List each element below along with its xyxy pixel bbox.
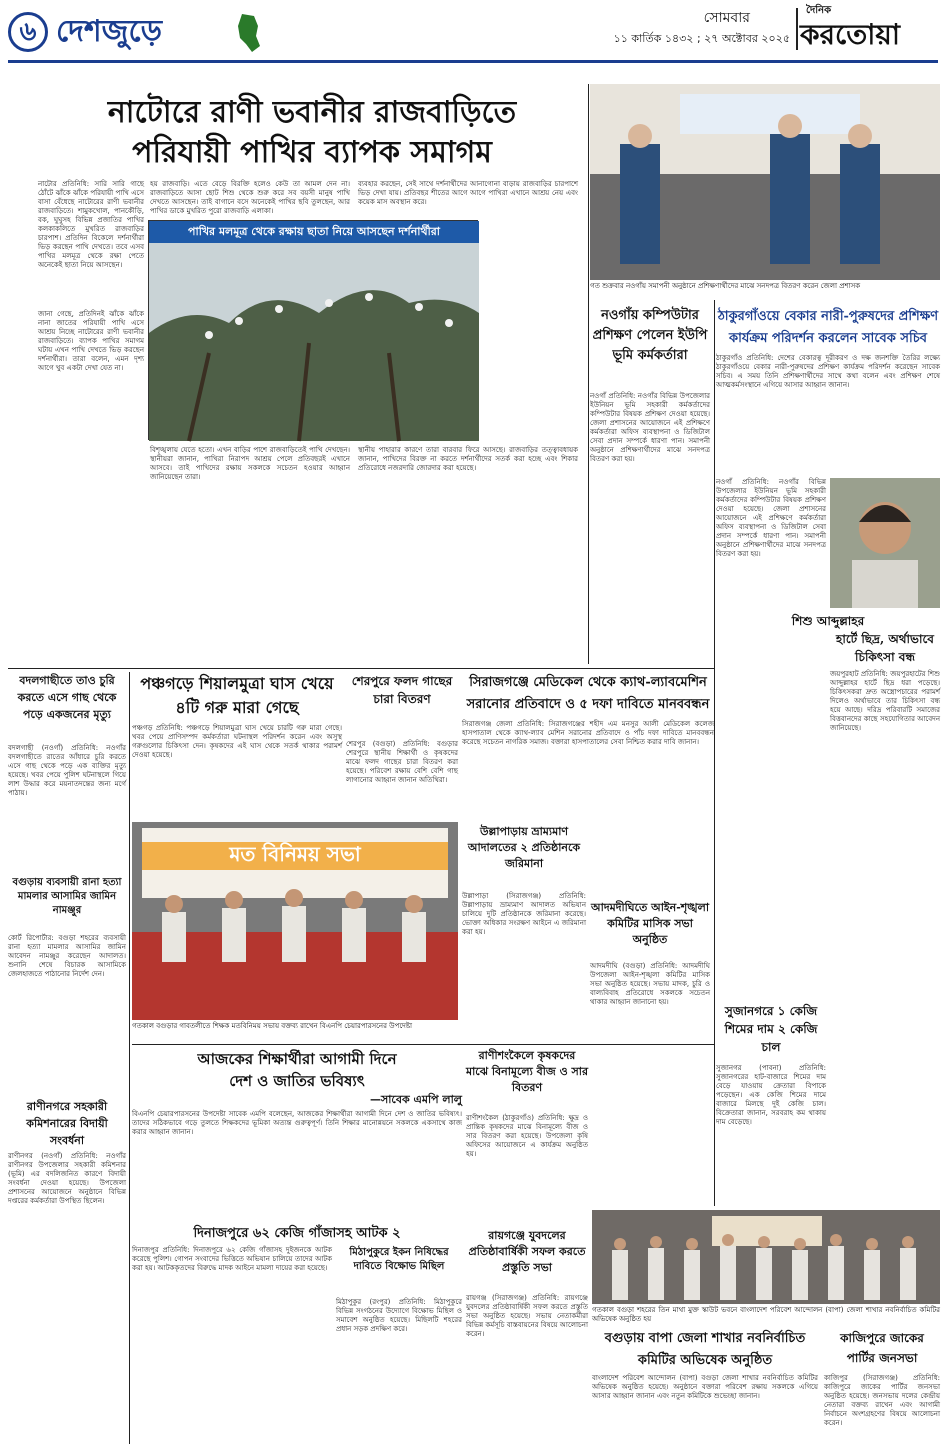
mithapukur-body: মিঠাপুকুর (রংপুর) প্রতিনিধি: মিঠাপুকুরে বিভিন্ন সংগঠনের উদ্যোগে বিক্ষোভ মিছিল ও সমাবেশ অনুষ্ঠিত হয়েছে। মিছিলটি শহরের প্রধান সড়ক প্রদক্ষিণ করে। — [336, 1298, 462, 1333]
lead-body-col-6: স্থানীয় পাহারার কারণে তারা বারবার ফিরে আসছে। রাজবাড়ির তত্ত্বাবধায়ক জানান, পাখিদের বিরক্ত না করতে দর্শনার্থীদের সতর্ক করা হচ্ছে এবং শিকার প্রতিরোধে নজরদারি জোরদার করা হয়েছে। — [358, 446, 578, 472]
thakurgaon-body-cont: নওগাঁ প্রতিনিধি: নওগাঁর বিভিন্ন উপজেলার ইউনিয়ন ভূমি সহকারী কর্মকর্তাদের কম্পিউটার বিষয়ক প্রশিক্ষণ দেওয়া হয়েছে। জেলা প্রশাসনের আয়োজনে এই প্রশিক্ষণে কর্মকর্তারা অফিস ব্যবস্থাপনা ও ডিজিটাল সেবা প্রদান সম্পর্কে ধারণা পান। সমাপনী অনুষ্ঠানে প্রশিক্ষণার্থীদের মাঝে সনদপত্র বিতরণ করা হয়। — [716, 478, 826, 558]
bapa-caption: গতকাল বগুড়া শহরের তিন মাথা মুক্ত স্কাউট ভবনে বাংলাদেশ পরিবেশ আন্দোলন (বাপা) জেলা শাখার নবনির্বাচিত কমিটির অভিষেক অনুষ্ঠিত হয় — [592, 1306, 940, 1323]
mithapukur-headline: মিঠাপুকুরে ইকন নিষিদ্ধের দাবিতে বিক্ষোভ মিছিল — [349, 1247, 449, 1272]
bangladesh-map-icon — [234, 12, 264, 54]
col-rule-3 — [714, 300, 715, 1206]
ullapara-headline: উল্লাপাড়ায় ভ্রাম্যমাণ আদালতের ২ প্রতিষ্ঠানকে জরিমানা — [467, 825, 581, 870]
badalgachhi-body: বদলগাছী (নওগাঁ) প্রতিনিধি: নওগাঁর বদলগাছীতে রাতের আঁধারে চুরি করতে এসে গাছ থেকে পড়ে এক ব্যক্তির মৃত্যু হয়েছে। খবর পেয়ে পুলিশ ঘটনাস্থলে গিয়ে লাশ উদ্ধার করে ময়নাতদন্তের জন্য মর্গে পাঠায়। — [8, 744, 126, 797]
bapa-headline-2: কমিটির অভিষেক অনুষ্ঠিত — [637, 1353, 773, 1368]
lead-headline-2: পরিযায়ী পাখির ব্যাপক সমাগম — [132, 135, 492, 170]
panchagarh-headline-2: ৪টি গরু মারা গেছে — [175, 698, 299, 717]
raiganj-headline: রায়গঞ্জে যুবদলের প্রতিষ্ঠাবার্ষিকী সফল করতে প্রস্তুতি সভা — [468, 1229, 586, 1274]
bapa-headline-1: বগুড়ায় বাপা জেলা শাখার নবনির্বাচিত — [604, 1331, 806, 1346]
paper-name: করতোয়া — [800, 18, 900, 51]
col-rule-2 — [588, 84, 589, 664]
dinajpur-body: দিনাজপুর প্রতিনিধি: দিনাজপুরে ৬২ কেজি গাঁজাসহ দুইজনকে আটক করেছে পুলিশ। গোপন সংবাদের ভিত্তিতে অভিযান চালিয়ে তাদের আটক করা হয়। আটককৃতদের বিরুদ্ধে মাদক আইনে মামলা দায়ের করা হয়েছে। — [132, 1246, 332, 1272]
bogura-headline: বগুড়ায় ব্যবসায়ী রানা হত্যা মামলার আসামির জামিন নামঞ্জুর — [12, 877, 122, 916]
training-photo-caption: গত শুক্রবার নওগাঁয় সমাপনী অনুষ্ঠানে প্রশিক্ষণার্থীদের মাঝে সনদপত্র বিতরণ করেন জেলা প্রশাসক — [590, 282, 861, 290]
sujanagar-headline: সুজানগরে ১ কেজি শিমের দাম ২ কেজি চাল — [724, 1004, 818, 1054]
adamdighi-body: আদমদীঘি (বগুড়া) প্রতিনিধি: আদমদীঘি উপজেলা আইন-শৃঙ্খলা কমিটির মাসিক সভা অনুষ্ঠিত হয়েছে। সভায় মাদক, চুরি ও বাল্যবিবাহ প্রতিরোধে সকলকে সচেতন থাকার আহ্বান জানানো হয়। — [590, 962, 710, 1006]
lead-photo-frame — [148, 220, 478, 440]
bapa-body: বাংলাদেশ পরিবেশ আন্দোলন (বাপা) বগুড়া জেলা শাখার নবনির্বাচিত কমিটির অভিষেক অনুষ্ঠিত হয়েছে। অনুষ্ঠানে বক্তারা পরিবেশ রক্ষায় সকলকে এগিয়ে আসার আহ্বান জানান এবং নতুন কমিটিকে শুভেচ্ছা জানান। — [592, 1374, 818, 1400]
panchagarh-headline-1: পঞ্চগড়ে শিয়ালমুত্রা ঘাস খেয়ে — [140, 674, 334, 693]
child-headline-3: চিকিৎসা বন্ধ — [855, 650, 915, 664]
col-rule-1 — [129, 672, 130, 1444]
raiganj-body: রায়গঞ্জ (সিরাজগঞ্জ) প্রতিনিধি: রায়গঞ্জে যুবদলের প্রতিষ্ঠাবার্ষিকী সফল করতে প্রস্তুতি সভা অনুষ্ঠিত হয়েছে। সভায় নেতাকর্মীরা বিভিন্ন কর্মসূচি বাস্তবায়নের বিষয়ে আলোচনা করেন। — [466, 1294, 588, 1338]
kazipur-body: কাজিপুর (সিরাজগঞ্জ) প্রতিনিধি: কাজিপুরে জাকের পার্টির জনসভা অনুষ্ঠিত হয়েছে। জনসভায় দলের কেন্দ্রীয় নেতারা বক্তব্য রাখেন এবং আগামী নির্বাচনে অংশগ্রহণের বিষয়ে আলোচনা করেন। — [824, 1374, 940, 1427]
lead-story — [38, 84, 586, 664]
sujanagar-body: সুজানগর (পাবনা) প্রতিনিধি: সুজানগরের হাট-বাজারে শিমের দাম বেড়ে যাওয়ায় ক্রেতারা বিপাকে পড়েছেন। এক কেজি শিমের দামে বাজারে মিলছে দুই কেজি চাল। বিক্রেতারা জানান, সরবরাহ কম থাকায় দাম বেড়েছে। — [716, 1064, 826, 1126]
row2-rule — [8, 668, 714, 669]
thakurgaon-headline-1: ঠাকুরগাঁওয়ে বেকার নারী-পুরুষদের প্রশিক্ষণ — [717, 309, 939, 324]
child-body: জয়পুরহাট প্রতিনিধি: জয়পুরহাটের শিশু আব্দুল্লাহর হার্টে ছিদ্র ধরা পড়েছে। চিকিৎসকরা দ্রুত অস্ত্রোপচারের পরামর্শ দিলেও অর্থাভাবে তার চিকিৎসা বন্ধ হয়ে আছে। দরিদ্র পরিবারটি সমাজের বিত্তবানদের কাছে সহযোগিতার আবেদন জানিয়েছে। — [830, 670, 940, 732]
page-number: ৬ — [19, 17, 37, 47]
birds-in-trees-photo — [149, 243, 479, 441]
lead-body-col-2: হয় রাজবাড়ি। এতে বেড়ে বিরক্তি হলেও কেউ তা আমল দেন না। রাজবাড়িতে আসা ছোট শিশু থেকে শুরু করে সব বয়সী মানুষ পাখি দেখতে আসছেন। তাই বাগানে বসে অনেকেই পাখির ছবি তুলছেন, আর পাখির ডাকে মুখরিত পুরো রাজবাড়ি এলাকা। — [150, 180, 350, 215]
header-day: সোমবার — [703, 10, 750, 26]
bapa-photo — [592, 1210, 940, 1304]
rani-body: রাণীশংকৈল (ঠাকুরগাঁও) প্রতিনিধি: ক্ষুদ্র ও প্রান্তিক কৃষকদের মাঝে বিনামূল্যে বীজ ও সার বিতরণ করা হয়েছে। উপজেলা কৃষি অফিসের আয়োজনে এ কার্যক্রম অনুষ্ঠিত হয়। — [466, 1114, 588, 1158]
raninagar-headline: রাণীনগরে সহকারী কমিশনারের বিদায়ী সংবর্ধনা — [26, 1100, 108, 1147]
lead-body-col-4: জানা গেছে, প্রতিদিনই ঝাঁকে ঝাঁকে নানা জাতের পরিযায়ী পাখি এসে আশ্রয় নিচ্ছে নাটোরের রাণী ভবানীর রাজবাড়িতে। ব্যাপক পাখির সমাগম ঘটায় এখন পাখি দেখতে ভিড় করছেন দর্শনার্থীরা। তারা বলেন, এমন দৃশ্য আগে খুব একটা দেখা যেত না। — [38, 310, 144, 372]
students-headline-2: দেশ ও জাতির ভবিষ্যৎ — [229, 1072, 365, 1090]
students-headline-1: আজকের শিক্ষার্থীরা আগামী দিনে — [197, 1050, 397, 1068]
students-byline: —সাবেক এমপি লালু — [369, 1093, 462, 1106]
training-photo — [590, 84, 940, 280]
lead-headline-1: নাটোরে রাণী ভবানীর রাজবাড়িতে — [107, 95, 517, 130]
rani-headline: রাণীশংকৈলে কৃষকদের মাঝে বিনামূল্যে বীজ ও সার বিতরণ — [466, 1049, 589, 1094]
computer-headline: নওগাঁয় কম্পিউটার প্রশিক্ষণ পেলেন ইউপি ভূমি কর্মকর্তারা — [592, 308, 708, 363]
dinajpur-headline: দিনাজপুরে ৬২ কেজি গাঁজাসহ আটক ২ — [193, 1226, 401, 1241]
thakurgaon-body: ঠাকুরগাঁও প্রতিনিধি: দেশের বেকারত্ব দূরীকরণ ও দক্ষ জনশক্তি তৈরির লক্ষ্যে ঠাকুরগাঁওয়ে বেকার নারী-পুরুষদের প্রশিক্ষণ কার্যক্রম পরিদর্শন করেছেন সাবেক সচিব। এ সময় তিনি প্রশিক্ষণার্থীদের সাথে কথা বলেন এবং প্রশিক্ষণ শেষে আত্মকর্মসংস্থানে এগিয়ে আসার আহ্বান জানান। — [716, 354, 940, 389]
computer-body: নওগাঁ প্রতিনিধি: নওগাঁর বিভিন্ন উপজেলার ইউনিয়ন ভূমি সহকারী কর্মকর্তাদের কম্পিউটার বিষয়ক প্রশিক্ষণ দেওয়া হয়েছে। জেলা প্রশাসনের আয়োজনে এই প্রশিক্ষণে কর্মকর্তারা অফিস ব্যবস্থাপনা ও ডিজিটাল সেবা প্রদান সম্পর্কে ধারণা পান। সমাপনী অনুষ্ঠানে প্রশিক্ষণার্থীদের মাঝে সনদপত্র বিতরণ করা হয়। — [590, 392, 710, 463]
sherpur-headline: শেরপুরে ফলদ গাছের চারা বিতরণ — [351, 674, 453, 706]
meeting-caption: গতকাল বগুড়ার গাবতলীতে শিক্ষক মতবিনিময় সভায় বক্তব্য রাখেন বিএনপি চেয়ারপারসনের উপদেষ্টা — [132, 1022, 413, 1030]
sirajganj-headline-1: সিরাজগঞ্জে মেডিকেল থেকে ক্যাথ-ল্যাবমেশিন — [469, 675, 707, 690]
panchagarh-body: পঞ্চগড় প্রতিনিধি: পঞ্চগড়ে শিয়ালমুত্রা ঘাস খেয়ে চারটি গরু মারা গেছে। খবর পেয়ে প্রাণিসম্পদ কর্মকর্তারা ঘটনাস্থল পরিদর্শন করেন এবং অসুস্থ গরুগুলোর চিকিৎসা দেন। কৃষকদের এই ঘাস থেকে সতর্ক থাকার পরামর্শ দেওয়া হয়েছে। — [132, 724, 342, 759]
sirajganj-headline-2: সরানোর প্রতিবাদে ও ৫ দফা দাবিতে মানববন্ধন — [466, 697, 710, 712]
sirajganj-body: সিরাজগঞ্জ জেলা প্রতিনিধি: সিরাজগঞ্জের শহীদ এম মনসুর আলী মেডিকেল কলেজ হাসপাতাল থেকে ক্যাথ-ল্যাব মেশিন সরানোর প্রতিবাদে ও পাঁচ দফা দাবিতে মানববন্ধন করেছে সচেতন নাগরিক সমাজ। বক্তারা হাসপাতালের সেবা নিশ্চিত করার দাবি জানান। — [462, 720, 714, 746]
header-rule — [8, 60, 938, 63]
section-title: দেশজুড়ে — [56, 14, 162, 49]
child-photo — [830, 478, 940, 608]
lead-photo-caption: পাখির মলমূত্র থেকে রক্ষায় ছাতা নিয়ে আসছেন দর্শনার্থীরা — [188, 225, 440, 238]
child-headline-1: শিশু আব্দুল্লাহর — [791, 614, 865, 628]
adamdighi-headline: আদমদীঘিতে আইন-শৃঙ্খলা কমিটির মাসিক সভা অনুষ্ঠিত — [590, 901, 710, 946]
thakurgaon-headline-2: কার্যক্রম পরিদর্শন করলেন সাবেক সচিব — [729, 331, 927, 346]
lead-body-col-1: নাটোর প্রতিনিধি: সারি সারি গাছে ঠোঁটে ঝাঁকে ঝাঁকে পরিযায়ী পাখি এসে বাসা বেঁধেছে নাটোরের রাণী ভবানীর রাজবাড়িতে। শামুকখোল, পানকৌড়ি, বক, ঘুঘুসহ বিভিন্ন প্রজাতির পাখির কলকাকলিতে মুখরিত রাজবাড়ির চারপাশ। প্রতিদিন বিকেলে দর্শনার্থীরা ভিড় করছেন পাখি দেখতে। তবে এসব পাখির মলমূত্র থেকে রক্ষা পেতে অনেকেই ছাতা নিয়ে আসছেন। — [38, 180, 144, 269]
ullapara-body: উল্লাপাড়া (সিরাজগঞ্জ) প্রতিনিধি: উল্লাপাড়ায় ভ্রাম্যমাণ আদালত অভিযান চালিয়ে দুটি প্রতিষ্ঠানকে জরিমানা করেছে। ভোক্তা অধিকার সংরক্ষণ আইনে এ জরিমানা করা হয়। — [462, 892, 586, 936]
students-body: বিএনপি চেয়ারপারসনের উপদেষ্টা সাবেক এমপি বলেছেন, আজকের শিক্ষার্থীরা আগামী দিনে দেশ ও জাতির ভবিষ্যৎ। তাদের সঠিকভাবে গড়ে তুলতে শিক্ষকদের ভূমিকা অত্যন্ত গুরুত্বপূর্ণ। তিনি শিক্ষার মানোন্নয়নে সকলকে একসাথে কাজ করার আহ্বান জানান। — [132, 1110, 462, 1136]
raninagar-body: রাণীনগর (নওগাঁ) প্রতিনিধি: নওগাঁর রাণীনগর উপজেলার সহকারী কমিশনার (ভূমি) এর বদলিজনিত কারণে বিদায়ী সংবর্ধনা দেওয়া হয়েছে। উপজেলা প্রশাসনের আয়োজনে অনুষ্ঠানে বিভিন্ন দপ্তরের কর্মকর্তারা উপস্থিত ছিলেন। — [8, 1152, 126, 1205]
sherpur-body: শেরপুর (বগুড়া) প্রতিনিধি: বগুড়ার শেরপুরে স্থানীয় শিক্ষার্থী ও কৃষকদের মাঝে ফলদ গাছের চারা বিতরণ করা হয়েছে। পরিবেশ রক্ষায় বেশি বেশি গাছ লাগানোর আহ্বান জানান অতিথিরা। — [346, 740, 458, 784]
child-headline-2: হার্টে ছিদ্র, অর্থাভাবে — [836, 632, 934, 646]
row3-rule — [132, 1044, 714, 1045]
header-date: ১১ কার্তিক ১৪৩২ ; ২৭ অক্টোবর ২০২৫ — [613, 32, 790, 45]
kazipur-headline: কাজিপুরে জাকের পার্টির জনসভা — [840, 1331, 924, 1365]
lead-body-col-5: বিশৃঙ্খলায় যেতে হতো। এখন বাড়ির পাশে রাজবাড়িতেই পাখি দেখছেন। স্থানীয়রা জানান, পাখিরা নিরাপদ আশ্রয় পেলে প্রতিবছরই এখানে আসবে। তাই পাখিদের রক্ষায় সকলকে সচেতন হওয়ার আহ্বান জানিয়েছেন তারা। — [150, 446, 350, 481]
paper-small: দৈনিক — [806, 5, 832, 16]
page-header — [0, 0, 945, 82]
meeting-banner: মত বিনিময় সভা — [229, 842, 361, 866]
bogura-body: কোর্ট রিপোর্টার: বগুড়া শহরের ব্যবসায়ী রানা হত্যা মামলার আসামির জামিন আবেদন নামঞ্জুর করেছেন আদালত। শুনানি শেষে বিচারক আসামিকে জেলহাজতে পাঠানোর নির্দেশ দেন। — [8, 934, 126, 978]
lead-body-col-3: ব্যবহার করছেন, সেই সাথে দর্শনার্থীদের আনাগোনা বাড়ায় রাজবাড়ির চারপাশে ভিড় দেখা যায়। প্রতিবছর শীতের আগে আগে পাখিরা এখানে আশ্রয় নেয় এবং কয়েক মাস অবস্থান করে। — [358, 180, 578, 206]
badalgachhi-headline: বদলগাছীতে তাও চুরি করতে এসে গাছ থেকে পড়ে একজনের মৃত্যু — [17, 674, 117, 721]
header-divider — [796, 8, 798, 50]
